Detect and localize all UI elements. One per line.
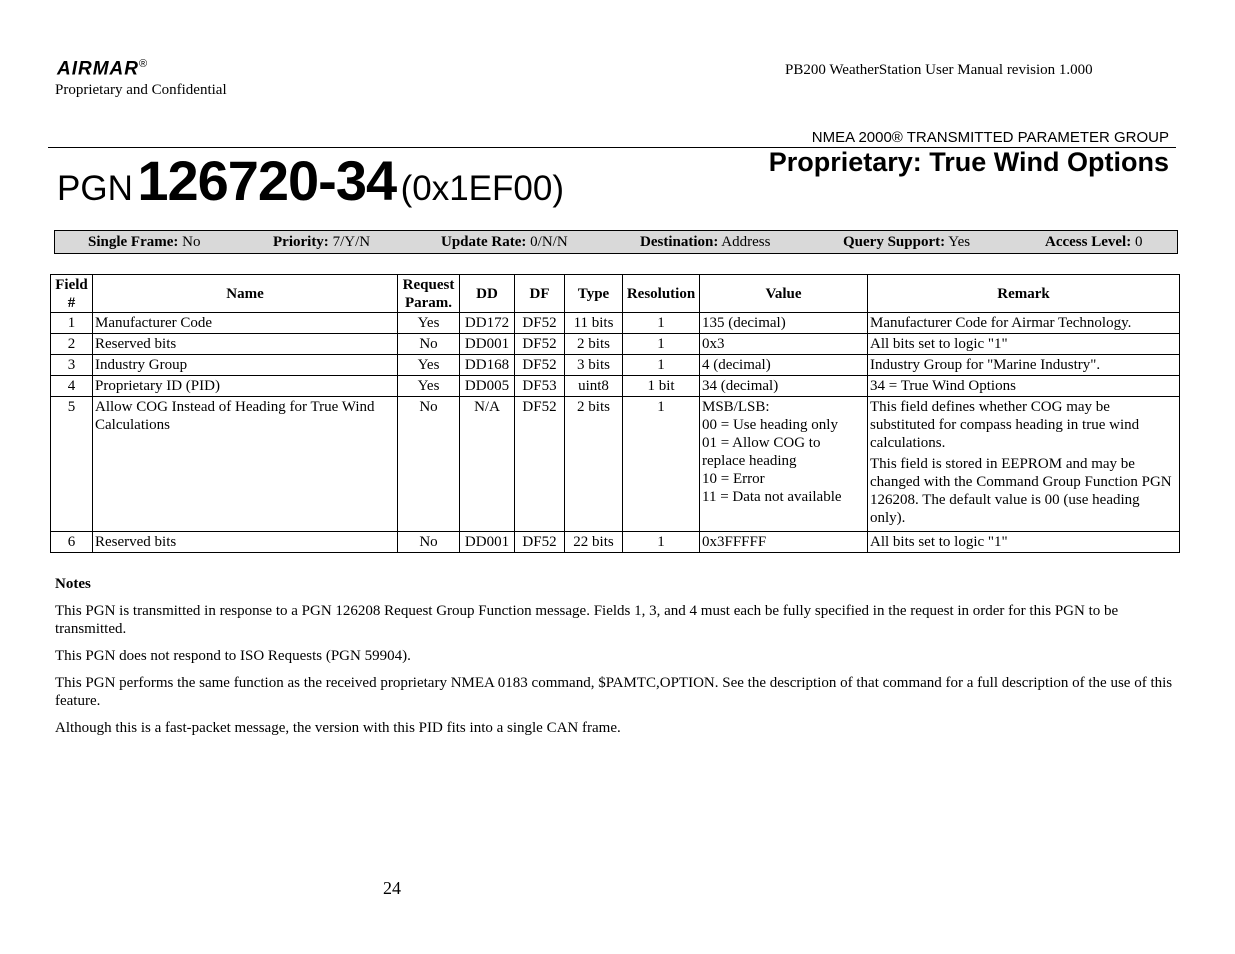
cell-resolution: 1 (623, 532, 700, 553)
cell-type: 2 bits (565, 397, 623, 532)
logo-text: AIRMAR (57, 58, 139, 80)
attr-query-support (843, 234, 970, 251)
attr-value: 0/N/N (530, 234, 568, 250)
group-label: NMEA 2000® TRANSMITTED PARAMETER GROUP (811, 129, 1169, 146)
table-header-row (51, 275, 1180, 313)
cell-type: 22 bits (565, 532, 623, 553)
header-remark: Remark (868, 275, 1180, 313)
cell-name: Allow COG Instead of Heading for True Wind Calculations (93, 397, 398, 532)
field-table (50, 274, 1180, 553)
cell-remark: Manufacturer Code for Airmar Technology. (868, 313, 1180, 334)
registered-mark: ® (139, 58, 148, 70)
cell-field: 4 (51, 376, 93, 397)
cell-df: DF52 (515, 334, 565, 355)
notes-paragraph: This PGN performs the same function as the received proprietary NMEA 0183 command, $PAMTC,OPTION. See the description of that command for a full description of the use of this feature. (55, 675, 1173, 709)
cell-df: DF52 (515, 313, 565, 334)
cell-name: Manufacturer Code (93, 313, 398, 334)
attr-value: No (182, 234, 201, 250)
notes-paragraph: This PGN is transmitted in response to a PGN 126208 Request Group Function message. Fields 1, 3, and 4 must each be fully specified in the request in order for this PGN to be transmitted. (55, 603, 1119, 637)
cell-df: DF52 (515, 397, 565, 532)
attr-value: Yes (948, 234, 971, 250)
attr-value: 0 (1134, 234, 1143, 250)
attr-access-level (1045, 234, 1142, 251)
cell-resolution: 1 (623, 397, 700, 532)
cell-value (700, 397, 868, 532)
page-number: 24 (383, 878, 401, 898)
cell-df: DF53 (515, 376, 565, 397)
value-line: 10 = Error (702, 471, 765, 487)
header-type: Type (565, 275, 623, 313)
attr-single-frame (88, 234, 201, 251)
value-line: 00 = Use heading only (702, 417, 838, 433)
cell-dd: DD172 (460, 313, 515, 334)
header-resolution: Resolution (623, 275, 700, 313)
value-line: 11 = Data not available (702, 489, 842, 505)
pgn-attributes-bar (54, 230, 1178, 254)
cell-request: Yes (398, 313, 460, 334)
attr-value: Address (721, 234, 771, 250)
attr-value: 7/Y/N (332, 234, 371, 250)
cell-remark: 34 = True Wind Options (868, 376, 1180, 397)
cell-value: 0x3 (700, 334, 868, 355)
header-request-line1: Request (402, 276, 455, 293)
cell-type: 11 bits (565, 313, 623, 334)
attr-priority (273, 234, 370, 251)
table-row (51, 397, 1180, 532)
cell-resolution: 1 (623, 355, 700, 376)
cell-df: DF52 (515, 355, 565, 376)
cell-dd: DD168 (460, 355, 515, 376)
cell-request: No (398, 334, 460, 355)
attr-update-rate (441, 234, 568, 251)
cell-value: 135 (decimal) (700, 313, 868, 334)
header-value: Value (700, 275, 868, 313)
cell-type: 3 bits (565, 355, 623, 376)
attr-label: Single Frame: (88, 234, 179, 250)
cell-remark: All bits set to logic "1" (868, 334, 1180, 355)
cell-field: 6 (51, 532, 93, 553)
remark-paragraph: This field defines whether COG may be substituted for compass heading in true wind calculations. (870, 399, 1140, 451)
attr-label: Access Level: (1045, 234, 1132, 250)
cell-field: 3 (51, 355, 93, 376)
cell-value: 0x3FFFFF (700, 532, 868, 553)
cell-remark: All bits set to logic "1" (868, 532, 1180, 553)
value-line: MSB/LSB: (702, 399, 770, 415)
table-row (51, 313, 1180, 334)
cell-request: No (398, 532, 460, 553)
attr-label: Destination: (640, 234, 719, 250)
header-field (51, 275, 93, 313)
cell-value: 4 (decimal) (700, 355, 868, 376)
attr-label: Update Rate: (441, 234, 527, 250)
notes-section (55, 576, 1180, 746)
cell-request: Yes (398, 355, 460, 376)
table-row (51, 355, 1180, 376)
cell-resolution: 1 (623, 334, 700, 355)
header-request-line2: Param. (404, 294, 453, 311)
header-df: DF (515, 275, 565, 313)
cell-name: Proprietary ID (PID) (93, 376, 398, 397)
cell-df: DF52 (515, 532, 565, 553)
cell-type: uint8 (565, 376, 623, 397)
cell-field: 5 (51, 397, 93, 532)
cell-field: 2 (51, 334, 93, 355)
cell-resolution: 1 (623, 313, 700, 334)
header-dd: DD (460, 275, 515, 313)
cell-dd: DD001 (460, 334, 515, 355)
cell-dd: DD001 (460, 532, 515, 553)
cell-dd: DD005 (460, 376, 515, 397)
notes-paragraph: This PGN does not respond to ISO Requests (PGN 59904). (55, 648, 411, 664)
table-row (51, 376, 1180, 397)
cell-name: Reserved bits (93, 334, 398, 355)
cell-name: Industry Group (93, 355, 398, 376)
airmar-logo (57, 58, 147, 80)
notes-paragraph: Although this is a fast-packet message, the version with this PID fits into a single CAN frame. (55, 720, 621, 736)
attr-destination (640, 234, 770, 251)
field-table-body (51, 313, 1180, 553)
cell-request: No (398, 397, 460, 532)
cell-resolution: 1 bit (623, 376, 700, 397)
header-field-line2: # (67, 294, 76, 311)
cell-value: 34 (decimal) (700, 376, 868, 397)
pgn-number: 126720-34 (137, 149, 397, 212)
manual-title: PB200 WeatherStation User Manual revision 1.000 (785, 62, 1093, 78)
pgn-hex: (0x1EF00) (400, 169, 564, 208)
table-row (51, 334, 1180, 355)
pgn-prefix: PGN (57, 169, 133, 208)
cell-field: 1 (51, 313, 93, 334)
pgn-title (57, 148, 564, 213)
header-name: Name (93, 275, 398, 313)
header-request (398, 275, 460, 313)
attr-label: Priority: (273, 234, 329, 250)
confidential-label: Proprietary and Confidential (55, 82, 227, 98)
value-line: 01 = Allow COG to replace heading (702, 435, 821, 469)
cell-request: Yes (398, 376, 460, 397)
remark-paragraph: This field is stored in EEPROM and may be changed with the Command Group Function PGN 126208. The default value is 00 (use heading only). (870, 456, 1172, 526)
cell-remark: Industry Group for "Marine Industry". (868, 355, 1180, 376)
table-row (51, 532, 1180, 553)
header-field-line1: Field (55, 276, 88, 293)
attr-label: Query Support: (843, 234, 946, 250)
cell-dd: N/A (460, 397, 515, 532)
cell-name: Reserved bits (93, 532, 398, 553)
notes-title: Notes (55, 576, 91, 592)
cell-remark (868, 397, 1180, 532)
pgn-name: Proprietary: True Wind Options (768, 147, 1169, 177)
cell-type: 2 bits (565, 334, 623, 355)
